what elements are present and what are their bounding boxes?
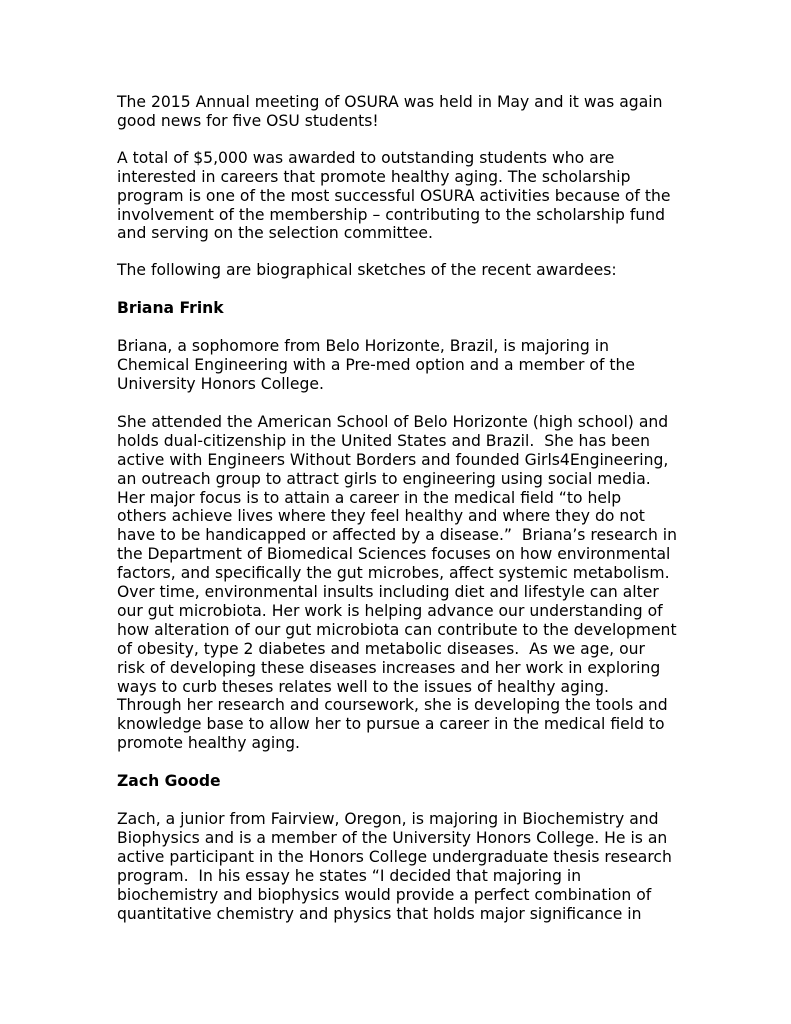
intro-paragraph-3: The following are biographical sketches of the recent awardees: xyxy=(117,261,617,280)
awardee-name-heading: Briana Frink xyxy=(117,299,224,318)
intro-paragraph-1: The 2015 Annual meeting of OSURA was held in May and it was again good news for five OSU students! xyxy=(117,93,663,130)
awardee-bio-paragraph: She attended the American School of Belo Horizonte (high school) and holds dual-citizenship in the United States and Brazil. She has been active with Engineers Without Borders and founded Girls4Engineering, an outreach group to attract girls to engineering using social media. Her major focus is to attain a career in the medical field “to help others achieve lives where they feel healthy and where they do not have to be handicapped or affected by a disease.” Briana’s research in the Department of Biomedical Sciences focuses on how environmental factors, and specifically the gut microbes, affect systemic metabolism. Over time, environmental insults including diet and lifestyle can alter our gut microbiota. Her work is helping advance our understanding of how alteration of our gut microbiota can contribute to the development of obesity, type 2 diabetes and metabolic diseases. As we age, our risk of developing these diseases increases and her work in exploring ways to curb theses relates well to the issues of healthy aging. Through her research and coursework, she is developing the tools and knowledge base to allow her to pursue a career in the medical field to promote healthy aging. xyxy=(117,412,678,753)
awardee-bio-paragraph: Briana, a sophomore from Belo Horizonte, Brazil, is majoring in Chemical Engineering with a Pre-med option and a member of the University Honors College. xyxy=(117,337,635,393)
awardee-bio-paragraph: Zach, a junior from Fairview, Oregon, is majoring in Biochemistry and Biophysics and is a member of the University Honors College. He is an active participant in the Honors College undergraduate thesis research program. In his essay he states “I decided that majoring in biochemistry and biophysics would provide a perfect combination of quantitative chemistry and physics that holds major significance in xyxy=(117,810,672,923)
document-body xyxy=(117,93,697,924)
intro-paragraph-2: A total of $5,000 was awarded to outstanding students who are interested in careers that promote healthy aging. The scholarship program is one of the most successful OSURA activities because of the involvement of the membership – contributing to the scholarship fund and serving on the selection committee. xyxy=(117,148,671,243)
awardee-name-heading: Zach Goode xyxy=(117,772,221,791)
